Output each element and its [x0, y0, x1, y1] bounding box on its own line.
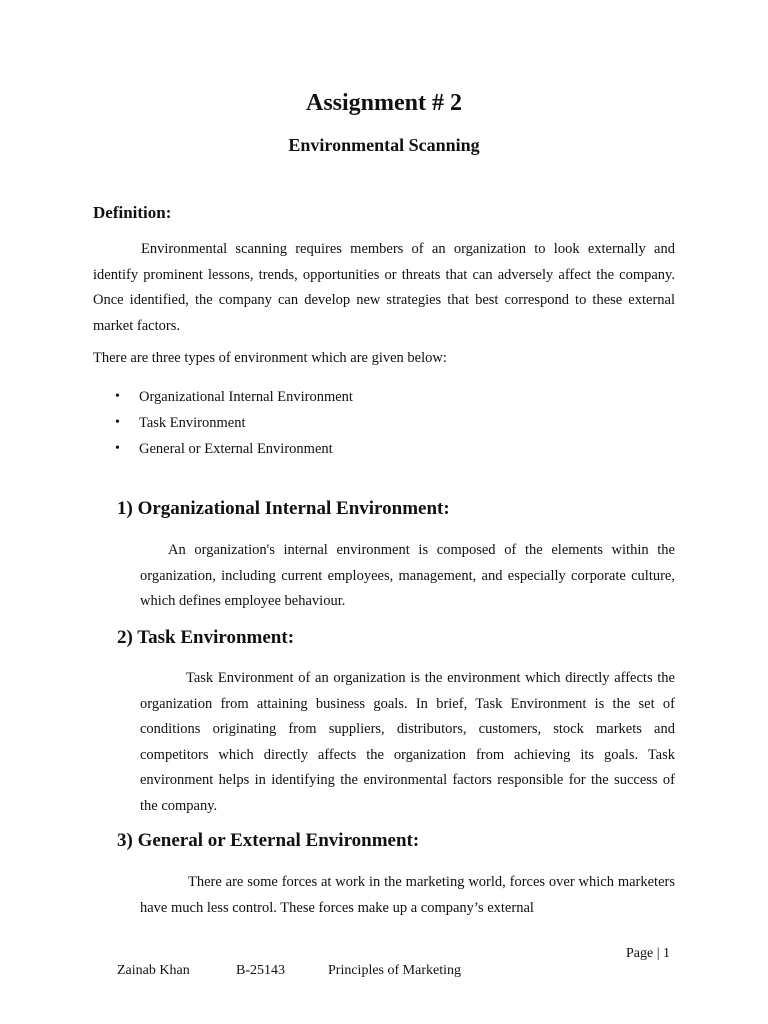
- footer-author: Zainab Khan: [117, 963, 190, 978]
- bullet-icon: •: [115, 389, 120, 404]
- section-paragraph-external: There are some forces at work in the marketing world, forces over which marketers have much less control. These forces make up a company’s external: [140, 874, 675, 916]
- footer-course: Principles of Marketing: [328, 963, 461, 978]
- list-item: [115, 410, 353, 436]
- definition-paragraph: Environmental scanning requires members of an organization to look externally and identify prominent lessons, trends, opportunities or threats that can adversely affect the company. Once identified, the company can develop new strategies that best correspond to these external market factors.: [93, 241, 675, 334]
- section-heading-task: 2) Task Environment:: [117, 627, 295, 648]
- list-item: [115, 384, 353, 410]
- list-item-label: Organizational Internal Environment: [139, 389, 353, 405]
- definition-heading: Definition:: [93, 203, 172, 222]
- list-item: [115, 436, 353, 462]
- section-paragraph-internal: An organization's internal environment is composed of the elements within the organization, including current employees, management, and especially corporate culture, which defines employee behaviour.: [140, 542, 675, 609]
- section-heading-internal: 1) Organizational Internal Environment:: [117, 498, 450, 519]
- section-heading-external: 3) General or External Environment:: [117, 830, 420, 851]
- footer-student-id: B-25143: [236, 963, 285, 978]
- bullet-icon: •: [115, 441, 120, 456]
- document-subtitle: Environmental Scanning: [288, 135, 480, 155]
- document-title: Assignment # 2: [305, 90, 462, 116]
- bullet-icon: •: [115, 415, 120, 430]
- section-paragraph-task: Task Environment of an organization is the environment which directly affects the organization from attaining business goals. In brief, Task Environment is the set of conditions originating from suppliers, distributors, customers, stock markets and competitors which directly affects the organization from achieving its goals. Task environment helps in identifying the environmental factors responsible for the success of the company.: [140, 670, 675, 814]
- page-number: Page | 1: [626, 946, 671, 961]
- list-item-label: General or External Environment: [139, 441, 333, 457]
- environment-types-list: [115, 384, 353, 462]
- types-intro: There are three types of environment which are given below:: [93, 350, 447, 366]
- list-item-label: Task Environment: [139, 415, 246, 431]
